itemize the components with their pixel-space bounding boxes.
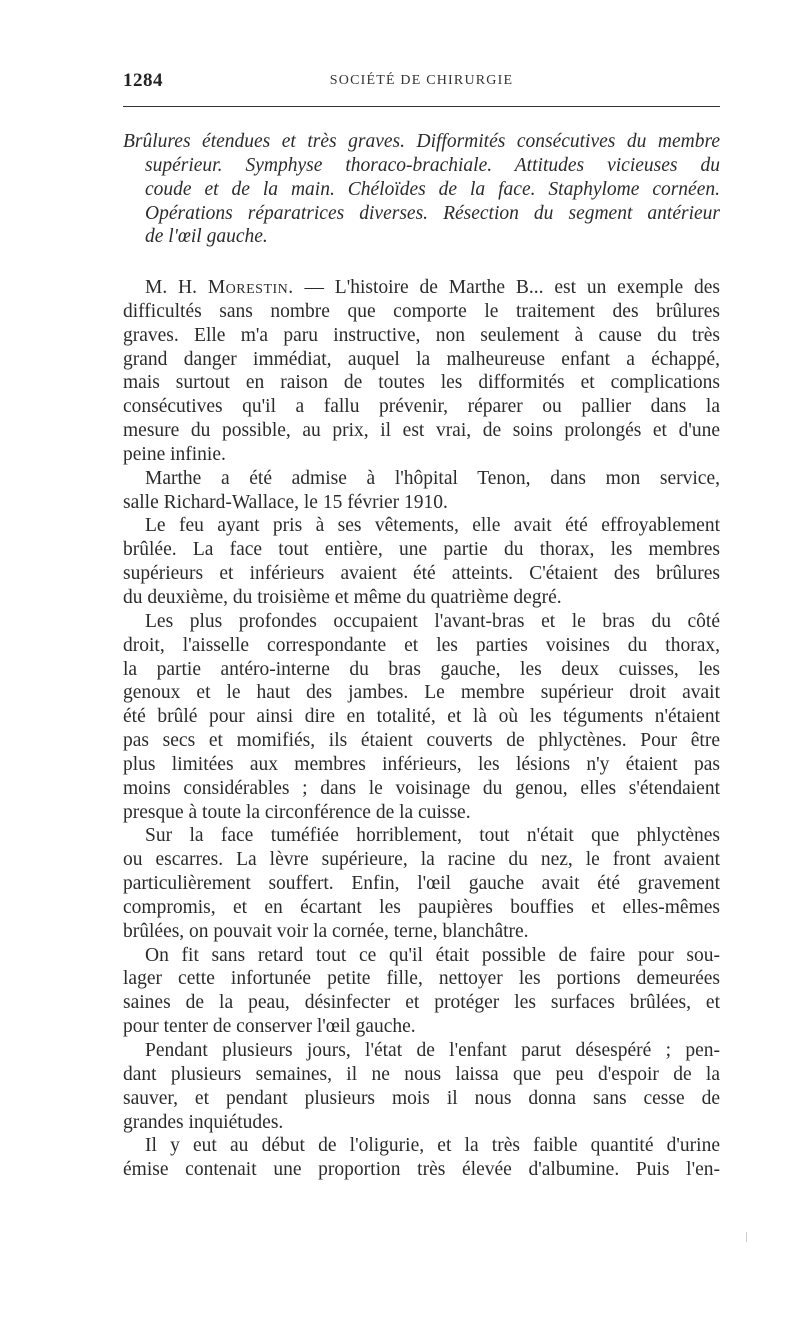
author-initials: M. H. (145, 277, 197, 298)
body-line: grandes inquiétudes. (123, 1111, 284, 1133)
body-line: consécutives qu'il a fallu prévenir, réparer ou pallier dans la (123, 396, 720, 418)
body-line: genoux et le haut des jambes. Le membre supérieur droit avait (123, 682, 720, 704)
body-line: compromis, et en écartant les paupières bouffies et elles-mêmes (123, 896, 720, 918)
running-head: SOCIÉTÉ DE CHIRURGIE (329, 73, 514, 88)
summary-line: Opérations réparatrices diverses. Résection du segment antérieur (145, 202, 720, 224)
body-line: ou escarres. La lèvre supérieure, la racine du nez, le front avaient (123, 849, 720, 871)
body-line: pas secs et momifiés, ils étaient couverts de phlyctènes. Pour être (123, 730, 720, 752)
body-line: émise contenait une proportion très élevée d'albumine. Puis l'en- (123, 1159, 720, 1181)
body-line: mesure du possible, au prix, il est vrai, de soins prolongés et d'une (123, 420, 720, 442)
page-header (123, 70, 720, 100)
body-line: Sur la face tuméfiée horriblement, tout n'était que phlyctènes (145, 825, 720, 847)
body-line: Il y eut au début de l'oligurie, et la très faible quantité d'urine (145, 1135, 720, 1157)
margin-mark (746, 1232, 747, 1242)
body-line: difficultés sans nombre que comporte le traitement des brûlures (123, 300, 720, 322)
body-line: pour tenter de conserver l'œil gauche. (123, 1016, 416, 1038)
body-line: peine infinie. (123, 443, 226, 465)
body-line: particulièrement souffert. Enfin, l'œil gauche avait été gravement (123, 873, 720, 895)
body-line: saines de la peau, désinfecter et protéger les surfaces brûlées, et (123, 992, 720, 1014)
body-line: supérieurs et inférieurs avaient été atteints. C'étaient des brûlures (123, 563, 720, 585)
summary-line: supérieur. Symphyse thoraco-brachiale. Attitudes vicieuses du (145, 154, 720, 176)
body-line: moins considérables ; dans le voisinage du genou, elles s'étendaient (123, 777, 720, 799)
body-line: du deuxième, du troisième et même du quatrième degré. (123, 586, 562, 608)
author-line-text: — L'histoire de Marthe B... est un exemple des (293, 277, 721, 298)
body-line: brûlées, on pouvait voir la cornée, terne, blanchâtre. (123, 920, 529, 942)
body-line: On fit sans retard tout ce qu'il était possible de faire pour sou- (145, 944, 720, 966)
body-line: mais surtout en raison de toutes les difformités et complications (123, 372, 720, 394)
body-line: lager cette infortunée petite fille, nettoyer les portions demeurées (123, 968, 720, 990)
body-line: sauver, et pendant plusieurs mois il nous donna sans cesse de (123, 1087, 720, 1109)
body-line: plus limitées aux membres inférieurs, les lésions n'y étaient pas (123, 753, 720, 775)
body-line: Pendant plusieurs jours, l'état de l'enfant parut désespéré ; pen- (145, 1040, 720, 1061)
body-line: été brûlé pour ainsi dire en totalité, et là où les téguments n'étaient (123, 706, 720, 728)
body-line: Marthe a été admise à l'hôpital Tenon, dans mon service, (145, 467, 720, 489)
summary-line: Brûlures étendues et très graves. Difformités consécutives du membre (123, 131, 720, 152)
header-rule (123, 106, 720, 107)
body-line: grand danger immédiat, auquel la malheureuse enfant a échappé, (123, 348, 720, 370)
article-summary (123, 130, 720, 249)
body-line: presque à toute la circonférence de la cuisse. (123, 801, 471, 823)
author-line (123, 276, 720, 300)
body-line: Le feu ayant pris à ses vêtements, elle avait été effroyablement (145, 515, 720, 537)
body-line: brûlée. La face tout entière, une partie du thorax, les membres (123, 539, 720, 561)
body-line: droit, l'aisselle correspondante et les parties voisines du thorax, (123, 634, 720, 656)
page-number: 1284 (123, 70, 163, 91)
body-line: graves. Elle m'a paru instructive, non seulement à cause du très (123, 324, 720, 346)
body-line: la partie antéro-interne du bras gauche, les deux cuisses, les (123, 658, 720, 680)
body-line: dant plusieurs semaines, il ne nous laissa que peu d'espoir de la (123, 1063, 720, 1085)
article-body (123, 276, 720, 1182)
author-name: Morestin. (207, 277, 294, 298)
summary-line: coude et de la main. Chéloïdes de la face. Staphylome cornéen. (145, 178, 720, 200)
body-line: salle Richard-Wallace, le 15 février 1910. (123, 491, 448, 513)
body-line: Les plus profondes occupaient l'avant-bras et le bras du côté (145, 610, 720, 632)
summary-line: de l'œil gauche. (145, 226, 268, 248)
